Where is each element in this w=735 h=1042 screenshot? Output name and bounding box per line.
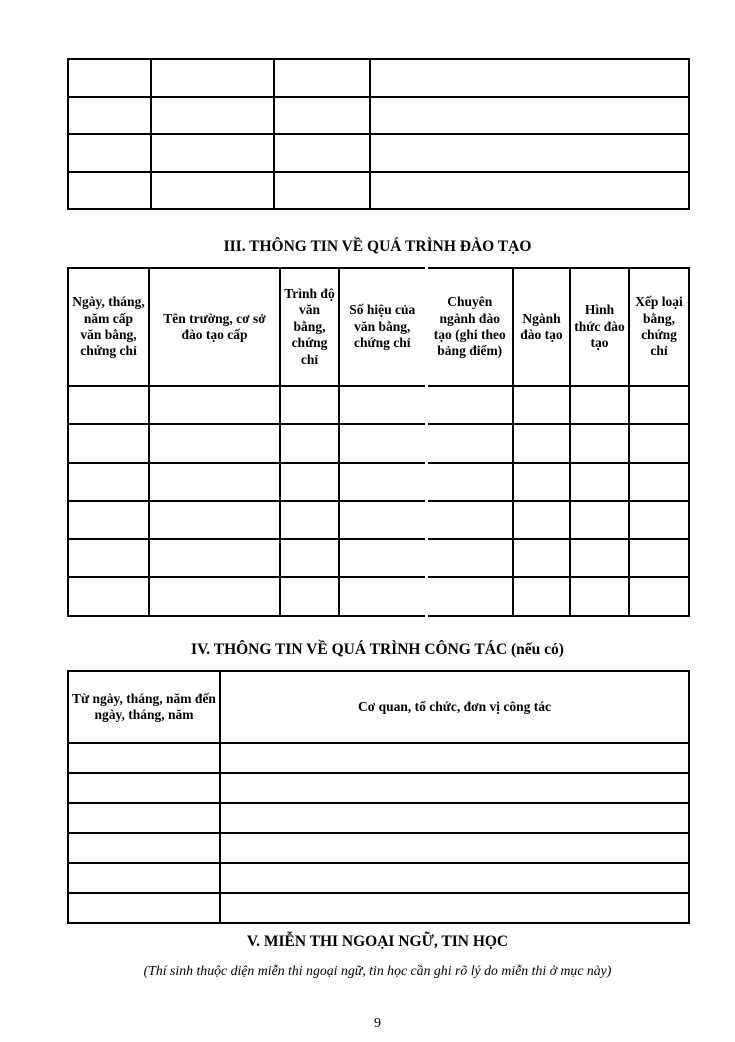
empty-cell [68,539,149,577]
empty-cell [274,97,370,135]
empty-cell [220,893,689,923]
column-header-training-form: Hình thức đào tạo [570,268,629,386]
section-iv-heading: IV. THÔNG TIN VỀ QUÁ TRÌNH CÔNG TÁC (nếu có) [191,641,564,658]
empty-cell [339,501,426,539]
empty-cell [280,424,339,462]
section-v-note: (Thí sinh thuộc diện miễn thi ngoại ngữ, tin học cần ghi rõ lý do miễn thi ở mục này) [143,963,612,978]
empty-cell [339,424,426,462]
empty-cell [339,386,426,424]
column-header-certificate-number: Số hiệu của văn bằng, chứng chỉ [339,268,426,386]
empty-cell [280,463,339,501]
empty-cell [149,577,280,615]
empty-cell [274,59,370,97]
empty-cell [280,577,339,615]
page-number: 9 [374,1016,381,1031]
section-v-heading: V. MIỄN THI NGOẠI NGỮ, TIN HỌC [246,933,509,950]
empty-cell [426,501,513,539]
empty-cell [149,539,280,577]
empty-cell [220,803,689,833]
empty-cell [149,386,280,424]
empty-cell [220,833,689,863]
empty-cell [151,172,274,210]
table-row [68,172,689,210]
table-row [68,501,689,539]
table-header-row [68,671,689,743]
empty-cell [570,501,629,539]
empty-cell [68,577,149,615]
empty-cell [149,424,280,462]
column-header-date-issued: Ngày, tháng, năm cấp văn bằng, chứng chỉ [68,268,149,386]
empty-cell [280,501,339,539]
column-header-school: Tên trường, cơ sở đào tạo cấp [149,268,280,386]
empty-cell [280,386,339,424]
empty-cell [68,833,220,863]
column-header-work-organization: Cơ quan, tổ chức, đơn vị công tác [220,671,689,743]
empty-cell [426,577,513,615]
table-row [68,803,689,833]
empty-cell [68,803,220,833]
table-row [68,59,689,97]
empty-cell [426,463,513,501]
table-row [68,577,689,615]
empty-cell [513,463,570,501]
empty-cell [426,424,513,462]
empty-cell [280,539,339,577]
empty-cell [370,134,689,172]
empty-cell [68,773,220,803]
column-header-field: Ngành đào tạo [513,268,570,386]
column-header-degree-level: Trình độ văn bằng, chứng chỉ [280,268,339,386]
section-iii-heading: III. THÔNG TIN VỀ QUÁ TRÌNH ĐÀO TẠO [223,238,532,255]
empty-cell [629,539,689,577]
empty-cell [151,59,274,97]
empty-cell [570,424,629,462]
empty-cell [68,893,220,923]
empty-cell [274,172,370,210]
empty-cell [370,97,689,135]
empty-cell [426,539,513,577]
table-row [68,97,689,135]
empty-cell [629,501,689,539]
continuation-table [67,58,690,210]
table-row [68,863,689,893]
empty-cell [513,501,570,539]
empty-cell [570,463,629,501]
empty-cell [68,134,151,172]
column-header-work-period: Từ ngày, tháng, năm đến ngày, tháng, năm [68,671,220,743]
table-row [68,539,689,577]
empty-cell [513,424,570,462]
table-row [68,386,689,424]
empty-cell [629,463,689,501]
work-history-table [67,670,690,924]
table-row [68,773,689,803]
table-header-row [68,268,689,386]
empty-cell [68,59,151,97]
empty-cell [220,743,689,773]
empty-cell [220,863,689,893]
empty-cell [629,386,689,424]
empty-cell [220,773,689,803]
empty-cell [370,172,689,210]
empty-cell [513,577,570,615]
empty-cell [151,97,274,135]
empty-cell [149,463,280,501]
empty-cell [274,134,370,172]
empty-cell [570,386,629,424]
table-row [68,134,689,172]
empty-cell [513,539,570,577]
column-header-classification: Xếp loại bằng, chứng chỉ [629,268,689,386]
table-row [68,743,689,773]
empty-cell [68,501,149,539]
education-history-table [67,267,690,617]
empty-cell [68,863,220,893]
empty-cell [339,463,426,501]
empty-cell [68,97,151,135]
empty-cell [426,386,513,424]
empty-cell [629,424,689,462]
table-row [68,893,689,923]
empty-cell [513,386,570,424]
empty-cell [68,386,149,424]
empty-cell [339,577,426,615]
empty-cell [68,743,220,773]
empty-cell [339,539,426,577]
table-row [68,833,689,863]
table-row [68,424,689,462]
empty-cell [570,577,629,615]
empty-cell [151,134,274,172]
table-row [68,463,689,501]
empty-cell [149,501,280,539]
empty-cell [370,59,689,97]
empty-cell [629,577,689,615]
empty-cell [68,463,149,501]
empty-cell [68,172,151,210]
empty-cell [570,539,629,577]
empty-cell [68,424,149,462]
column-header-major: Chuyên ngành đào tạo (ghi theo bảng điểm) [426,268,513,386]
